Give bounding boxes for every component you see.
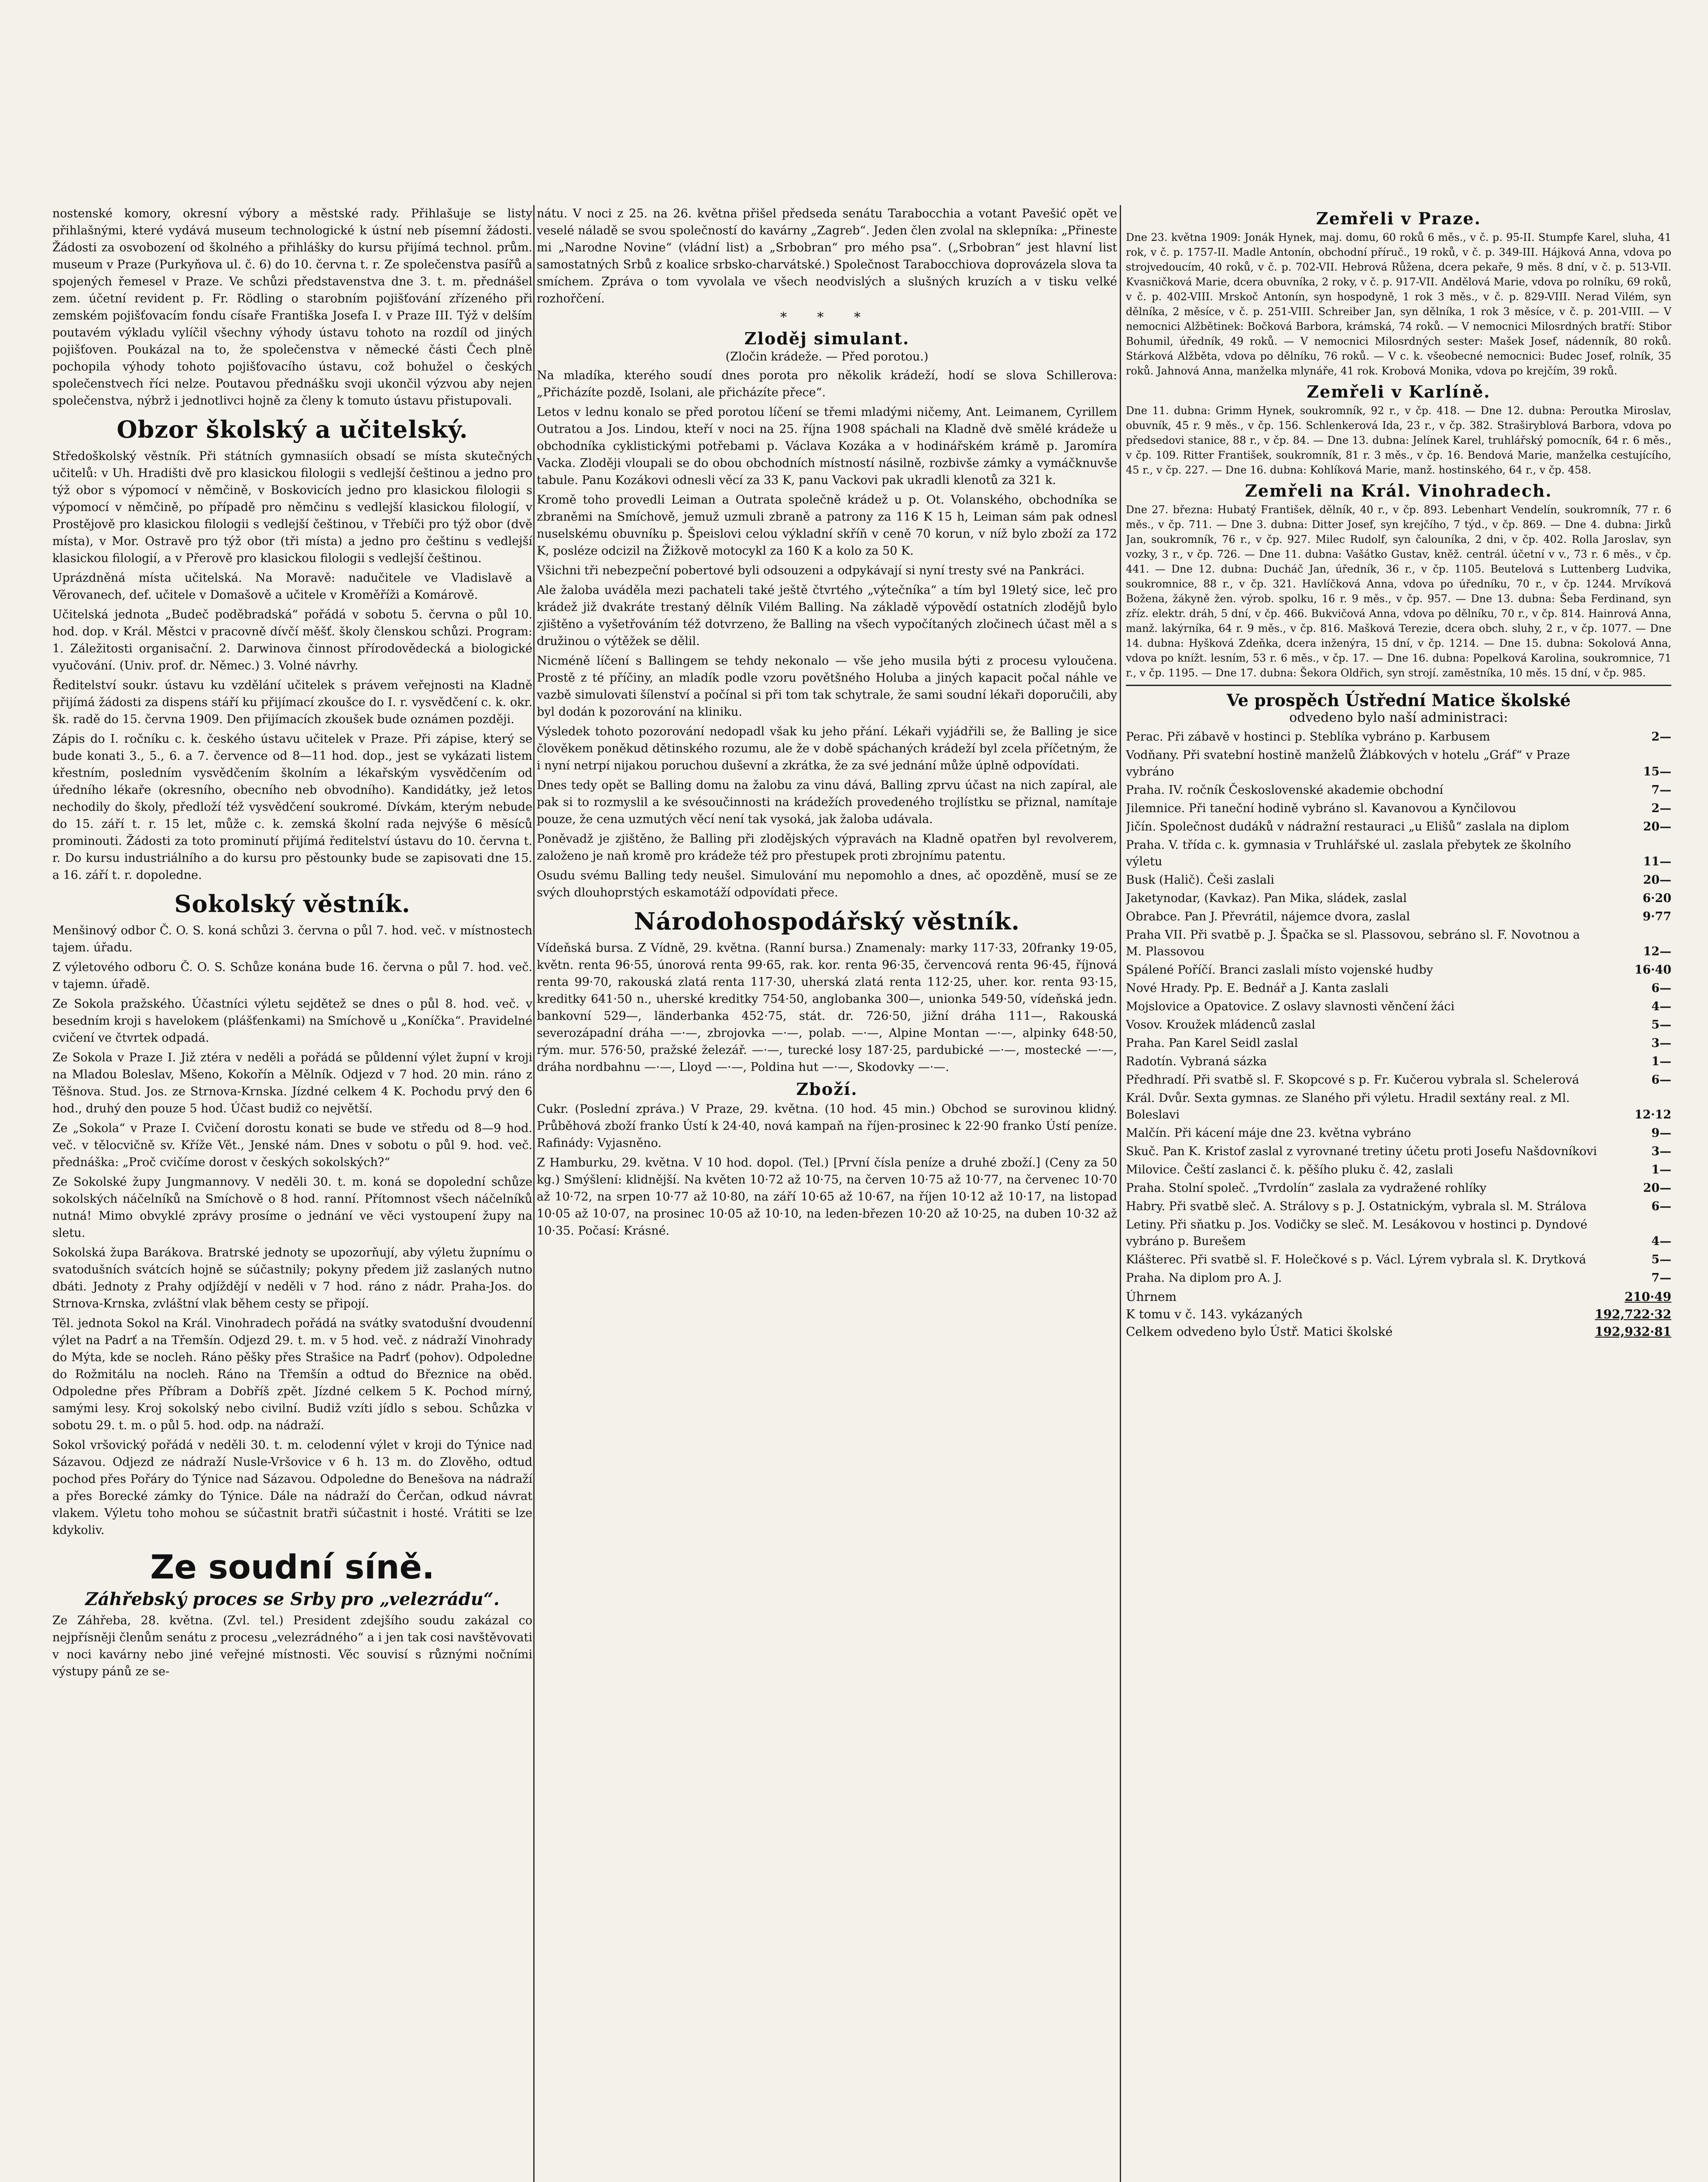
article-paragraph: Dne 11. dubna: Grimm Hynek, soukromník, 92 r., v čp. 418. — Dne 12. dubna: Peroutka Miroslav, obuvník, 45 r. 9 měs., v čp. 156. Schlenkerová Ida, 23 r., v čp. 382. Straširyblová Barbora, vdova po předsedovi stanice, 88 r., v čp. 84. — Dne 13. dubna: Jelínek Karel, truhlářský pomocník, 64 r. 6 měs., v čp. 109. Ritter František, soukromník, 81 r. 3 měs., v čp. 16. Bendová Marie, manželka cestujícího, 45 r., v čp. 227. — Dne 16. dubna: Kohlíková Marie, manž. hostinského, 64 r., v čp. 458. xyxy=(1126,405,1671,476)
donation-text: Vodňany. Při svatební hostině manželů Žlábkových v hotelu „Gráf“ v Praze vybráno xyxy=(1126,748,1570,779)
donation-row xyxy=(1126,782,1671,799)
donation-amount: 3— xyxy=(1651,1036,1671,1050)
previous-label: K tomu v č. 143. vykázaných xyxy=(1126,1307,1303,1321)
article-heading: Zemřeli v Praze. xyxy=(1316,209,1481,228)
donation-amount: 20— xyxy=(1643,873,1671,887)
donation-amount: 6·20 xyxy=(1643,892,1671,905)
donation-amount: 5— xyxy=(1651,1018,1671,1032)
article-heading: Zemřeli v Karlíně. xyxy=(1307,382,1491,401)
donation-text: Nové Hrady. Pp. E. Bednář a J. Kanta zaslali xyxy=(1126,981,1389,995)
donation-amount: 12·12 xyxy=(1634,1108,1671,1122)
donation-row xyxy=(1126,819,1671,835)
donation-row xyxy=(1126,1162,1671,1178)
donation-amount: 6— xyxy=(1651,1073,1671,1087)
article-paragraph: Poněvadž je zjištěno, že Balling při zlodějských výpravách na Kladně opatřen byl revolverem, založeno je naň kromě pro krádeže též pro přestupek proti zbrojnímu patentu. xyxy=(537,832,1117,863)
donation-text: Radotín. Vybraná sázka xyxy=(1126,1055,1267,1068)
donation-text: Spálené Poříčí. Branci zaslali místo vojenské hudby xyxy=(1126,963,1433,977)
donation-text: Praha. Pan Karel Seidl zaslal xyxy=(1126,1036,1298,1050)
article-paragraph: Středoškolský věstník. Při státních gymnasiích obsadí se místa skutečných učitelů: v Uh. Hradišti dvě pro klasickou filologii s vedlejší češtinou a jedno pro týž obor s výpomocí v němčině, v Boskovicích jedno pro klasickou filologii s výpomocí v němčině, po případě pro němčinu s vedlejší klasickou filologií, v Prostějově pro klasickou filologii s vedlejší češtinou, v Třebíči pro týž obor (dvě místa), v Mor. Ostravě pro týž obor (tři místa) a jedno pro češtinu s vedlejší klasickou filologií, a v Přerově pro klasickou filologii s vedlejší češtinou. xyxy=(52,449,532,565)
subtotal-label: Úhrnem xyxy=(1126,1290,1177,1304)
section-heading: Obzor školský a učitelský. xyxy=(117,415,468,443)
column-rule xyxy=(1120,205,1121,2182)
donation-text: Praha. Stolní společ. „Tvrdolín“ zaslala za vydražené rohlíky xyxy=(1126,1181,1487,1195)
article-paragraph: Na mladíka, kterého soudí dnes porota pro několik krádeží, hodí se slova Schillerova: „Přicházíte pozdě, Isolani, ale přicházíte přece“. xyxy=(537,369,1117,399)
donation-amount: 3— xyxy=(1651,1145,1671,1158)
donations-list xyxy=(1126,729,1671,1287)
donation-amount: 12— xyxy=(1643,945,1671,958)
donation-row xyxy=(1126,800,1671,817)
column-3-articles xyxy=(1126,209,1671,680)
column-3 xyxy=(1126,205,1671,2182)
donation-amount: 9·77 xyxy=(1643,910,1671,923)
donation-amount: 6— xyxy=(1651,981,1671,995)
donation-amount: 11— xyxy=(1643,855,1671,868)
donation-text: Letiny. Při sňatku p. Jos. Vodičky se sleč. M. Lesákovou v hostinci p. Dyndové vybráno p. Burešem xyxy=(1126,1218,1588,1248)
donation-text: Praha VII. Při svatbě p. J. Špačka se sl. Plassovou, sebráno sl. F. Novotnou a M. Plassovou xyxy=(1126,928,1580,958)
article-paragraph: Sokol vršovický pořádá v neděli 30. t. m. celodenní výlet v kroji do Týnice nad Sázavou. Odjezd ze nádraží Nusle-Vršovice v 6 h. 13 m. do Zlověho, odtud pochod přes Pořáry do Týnice nad Sázavou. Odpoledne do Benešova na nádraží a přes Borecké zámky do Týnice. Dále na nádraží do Čerčan, odkud návrat vlakem. Výletu toho mohou se súčastnit bratři súčastnit i hosté. Vrátiti se lze kdykoliv. xyxy=(52,1438,532,1537)
donation-text: Jaketynodar, (Kavkaz). Pan Mika, sládek, zaslal xyxy=(1126,892,1407,905)
donations-subtitle: odvedeno bylo naší administraci: xyxy=(1289,710,1508,725)
divider xyxy=(1126,685,1671,686)
article-paragraph: Těl. jednota Sokol na Král. Vinohradech pořádá na svátky svatodušní dvoudenní výlet na Padrť a na Třemšín. Odjezd 29. t. m. v 5 hod. več. z nádraží Vinohrady do Mýta, kde se nocleh. Ráno pěšky přes Strašice na Padrť (pohov). Odpoledne do Rožmitálu na nocleh. Ráno na Třemšín a odtud do Březnice na oběd. Odpoledne přes Příbram a Dobříš zpět. Jízdné celkem 5 K. Pochod mírný, samými lesy. Kroj sokolský nebo civilní. Budiž vzíti jídlo s sebou. Schůzka v sobotu 29. t. m. o půl 5. hod. odp. na nádraží. xyxy=(52,1317,532,1432)
donation-amount: 16·40 xyxy=(1634,963,1671,977)
donation-text: Malčín. Při kácení máje dne 23. května vybráno xyxy=(1126,1126,1411,1140)
donation-text: Milovice. Čeští zaslanci č. k. pěšího pluku č. 42, zaslali xyxy=(1126,1163,1453,1177)
donation-row xyxy=(1126,1180,1671,1197)
column-2 xyxy=(537,205,1117,2182)
donation-text: Mojslovice a Opatovice. Z oslavy slavnosti věnčení žáci xyxy=(1126,1000,1455,1013)
section-heading: Ze soudní síně. xyxy=(150,1547,435,1586)
donation-row xyxy=(1126,1198,1671,1215)
total-label: Celkem odvedeno bylo Ústř. Matici školské xyxy=(1126,1324,1393,1339)
donations-total xyxy=(1126,1323,1671,1341)
article-paragraph: Letos v lednu konalo se před porotou líčení se třemi mladými ničemy, Ant. Leimanem, Cyrillem Outratou a Jos. Lindou, kteří v noci na 25. října 1908 spáchali na Kladně dvě smělé krádeže u obchodníka cyklistickými potřebami p. Václava Kozáka a v hodinářském krámě p. Jaromíra Vacka. Zloději vloupali se do obou obchodních místností násilně, rozbivše zámky a vymáčknuvše tabule. Panu Kozákovi odnesli věcí za 33 K, panu Vackovi pak ukradli klenotů za 321 k. xyxy=(537,405,1117,487)
donation-text: Busk (Halič). Češi zaslali xyxy=(1126,873,1275,887)
donation-amount: 20— xyxy=(1643,820,1671,834)
article-paragraph: Všichni tři nebezpeční pobertové byli odsouzeni a odpykávají si nyní tresty své na Pankráci. xyxy=(537,564,1085,577)
article-paragraph: Osudu svému Balling tedy neušel. Simulování mu nepomohlo a dnes, ač opozděně, musí se ze svých dlouhoprstých eskamotáží odpovídati přece. xyxy=(537,869,1117,899)
subtotal-amount: 210·49 xyxy=(1624,1290,1671,1304)
article-paragraph: Dne 23. května 1909: Jonák Hynek, maj. domu, 60 roků 6 měs., v č. p. 95-II. Stumpfe Karel, sluha, 41 rok, v č. p. 1757-II. Madle Antonín, obchodní příruč., 19 roků, v č. p. 349-III. Hájková Anna, vdova po strojvedoucím, 40 roků, v č. p. 702-VII. Hebrová Růžena, dcera pekaře, 9 měs. 8 dní, v č. p. 513-VII. Kvasničková Marie, dcera obuvníka, 2 roky, v č. p. 917-VII. Andělová Marie, vdova po rolníku, 69 roků, v č. p. 402-VIII. Mrskoč Antonín, syn hospodyně, 1 rok 3 měs., v č. p. 829-VIII. Nerad Vilém, syn dělníka, 2 měsíce, v č. p. 251-VIII. Schreiber Jan, syn dělníka, 1 rok 3 měsíce, v č. p. 201-VIII. — V nemocnici Alžbětinek: Bočková Barbora, krámská, 74 roků. — V nemocnici Milosrdných bratří: Stibor Bohumil, úředník, 49 roků. — V nemocnici Milosrdných sester: Mašek Josef, nádenník, 80 roků. Stárková Alžběta, vdova po dělníku, 76 roků. — V c. k. všeobecné nemocnici: Budec Josef, rolník, 35 roků. Jahnová Anna, manželka mlynáře, 41 rok. Krobová Monika, vdova po krejčím, 39 roků. xyxy=(1126,231,1671,377)
separator: * * * xyxy=(780,310,874,325)
donations-section xyxy=(1126,690,1671,1341)
total-amount: 192,932·81 xyxy=(1595,1324,1671,1339)
article-heading: Zemřeli na Král. Vinohradech. xyxy=(1245,481,1552,501)
donation-text: Král. Dvůr. Sexta gymnas. ze Slaného při výletu. Hradil sextány real. z Ml. Boleslavi xyxy=(1126,1091,1570,1122)
donation-row xyxy=(1126,980,1671,997)
article-paragraph: Ředitelství soukr. ústavu ku vzdělání učitelek s právem veřejnosti na Kladně přijímá žádosti za dispens stáří ku přijímací zkoušce do I. r. vysvědčení c. k. okr. šk. radě do 15. června 1909. Den přijímacích zkoušek bude oznámen později. xyxy=(52,679,532,726)
donation-row xyxy=(1126,927,1671,960)
article-heading: Zloděj simulant. xyxy=(744,329,910,348)
donations-title: Ve prospěch Ústřední Matice školské xyxy=(1226,690,1571,710)
donation-amount: 2— xyxy=(1651,730,1671,744)
article-paragraph: Učitelská jednota „Budeč poděbradská“ pořádá v sobotu 5. června o půl 10. hod. dop. v Král. Městci v pracovně dívčí měšť. školy členskou schůzi. Program: 1. Záležitosti organisační. 2. Darwinova činnost přírodovědecká a biologické vyučování. (Univ. prof. dr. Němec.) 3. Volné návrhy. xyxy=(52,608,532,672)
donation-row xyxy=(1126,1125,1671,1142)
article-paragraph: Z Hamburku, 29. května. V 10 hod. dopol. (Tel.) [První čísla peníze a druhé zboží.] (Ceny za 50 kg.) Smýšlení: klidnější. Na květen 10·72 až 10·75, na červen 10·75 až 10·77, na červenec 10·70 až 10·72, na srpen 10·77 až 10·80, na září 10·65 až 10·67, na říjen 10·12 až 10·17, na listopad 10·05 až 10·07, na prosinec 10·05 až 10·10, na leden-březen 10·20 až 10·25, na duben 10·32 až 10·35. Počasí: Krásné. xyxy=(537,1156,1117,1238)
article-paragraph: Výsledek tohoto pozorování nedopadl však ku jeho přání. Lékaři vyjádřili se, že Balling je sice člověkem poněkud dětinského rozumu, ale že v době spáchaných krádeží byl zcela příčetným, že i nyní netrpí nijakou poruchou duševní a zkrátka, že za své jednání může úplně odpovídati. xyxy=(537,725,1117,772)
donations-subtotal xyxy=(1126,1288,1671,1306)
donation-row xyxy=(1126,1072,1671,1088)
article-paragraph: nátu. V noci z 25. na 26. května přišel předseda senátu Tarabocchia a votant Pavešić opět ve veselé náladě se svou společností do kavárny „Zagreb“. Jeden člen zvolal na sklepníka: „Přineste mi „Narodne Novine“ (vládní list) a „Srbobran“ pro mého psa“. („Srbobran“ jest hlavní list samostatných Srbů z koalice srbsko-charvátské.) Společnost Tarabocchiova doprovázela slova ta smíchem. Zpráva o tom vyvolala ve všech neodvislých a slušných kruzích a v tisku velké rozhořčení. xyxy=(537,207,1117,305)
donation-amount: 7— xyxy=(1651,783,1671,797)
previous-amount: 192,722·32 xyxy=(1595,1307,1671,1321)
donation-row xyxy=(1126,837,1671,870)
donation-amount: 4— xyxy=(1651,1000,1671,1013)
donation-amount: 15— xyxy=(1643,765,1671,779)
article-paragraph: Cukr. (Poslední zpráva.) V Praze, 29. května. (10 hod. 45 min.) Obchod se surovinou klidný. Průběhová zboží franko Ústí k 24·40, nová kampaň na říjen-prosinec k 22·90 franko Ústí peníze. Rafinády: Vyjasněno. xyxy=(537,1102,1117,1150)
donations-previous xyxy=(1126,1306,1671,1323)
article-paragraph: Zápis do I. ročníku c. k. českého ústavu učitelek v Praze. Při zápise, který se bude konati 3., 5., 6. a 7. července od 8—11 hod. dop., jest se vykázati listem křestním, posledním vysvědčením školním a lékařským vysvědčením od úředního lékaře (okresního, obecního neb obvodního). Kandidátky, jež letos nechodily do školy, předloží též vysvědčení soukromé. Dívkám, kterým nebude do 15. září t. r. 15 let, může c. k. zemská školní rada nejvýše 6 měsíců prominouti. Žádosti za toto prominutí přijímá ředitelství ústavu do 10. června t. r. Do kursu industriálního a do kursu pro pěstounky bude se zapisovati dne 15. a 16. září t. r. dopoledne. xyxy=(52,732,532,882)
donation-amount: 7— xyxy=(1651,1271,1671,1285)
article-paragraph: Z výletového odboru Č. O. S. Schůze konána bude 16. června o půl 7. hod. več. v tajemn. úřadě. xyxy=(52,961,532,991)
donation-row xyxy=(1126,1017,1671,1033)
column-1 xyxy=(52,205,532,2182)
donation-amount: 20— xyxy=(1643,1181,1671,1195)
donation-amount: 4— xyxy=(1651,1235,1671,1248)
article-paragraph: Uprázdněná místa učitelská. Na Moravě: nadučitele ve Vladislavě a Věrovanech, def. učitele v Domašově a učitele v Kroměříži a Komárově. xyxy=(52,571,532,602)
donation-text: Jilemnice. Při taneční hodině vybráno sl. Kavanovou a Kynčilovou xyxy=(1126,802,1516,815)
article-subtitle: (Zločin krádeže. — Před porotou.) xyxy=(725,350,929,364)
donation-row xyxy=(1126,890,1671,907)
donation-amount: 6— xyxy=(1651,1200,1671,1213)
donation-text: Předhradí. Při svatbě sl. F. Skopcové s p. Fr. Kučerou vybrala sl. Schelerová xyxy=(1126,1073,1579,1087)
donation-text: Praha. IV. ročník Československé akademie obchodní xyxy=(1126,783,1444,797)
donation-amount: 9— xyxy=(1651,1126,1671,1140)
donation-row xyxy=(1126,1053,1671,1070)
article-paragraph: Ze Sokola v Praze I. Již ztéra v neděli a pořádá se půldenní výlet župní v kroji na Mladou Boleslav, Mšeno, Kokořín a Mělník. Odjezd v 7 hod. 20 min. ráno z Těšnova. Stud. Jos. ze Strnova-Krnska. Jízdné celkem 4 K. Pochodu prvý den 6 hod., druhý den pouze 5 hod. Účast budiž co největší. xyxy=(52,1051,532,1115)
article-paragraph: Menšinový odbor Č. O. S. koná schůzi 3. června o půl 7. hod. več. v místnostech tajem. úřadu. xyxy=(52,924,532,954)
article-paragraph: Dnes tedy opět se Balling domu na žalobu za vinu dává, Balling zprvu účast na nich zapíral, ale pak si to rozmyslil a ke svésoučinnosti na krádežích provedeného trojlístku se přiznal, namítaje pouze, že cena uzmutých věcí není tak vysoká, jak žaloba udávala. xyxy=(537,779,1117,826)
section-heading: Sokolský věstník. xyxy=(174,890,411,918)
donation-text: Jičín. Společnost dudáků v nádražní restauraci „u Elišů“ zaslala na diplom xyxy=(1126,820,1570,834)
donation-row xyxy=(1126,729,1671,745)
article-paragraph: Nicméně líčení s Ballingem se tehdy nekonalo — vše jeho musila býti z procesu vyloučena. Prostě z té příčiny, an mladík podle vzoru povětšného Holuba a jiných kapacit počal náhle ve vazbě simulovati šílenství a počínal si při tom tak schytrale, že sami soudní lékaři doporučili, aby byl dodán k pozorování na kliniku. xyxy=(537,654,1117,719)
donation-text: Skuč. Pan K. Kristof zaslal z vyrovnané tretiny účetu proti Josefu Našdovníkovi xyxy=(1126,1145,1597,1158)
donation-row xyxy=(1126,909,1671,925)
article-paragraph: Kromě toho provedli Leiman a Outrata společně krádež u p. Ot. Volanského, obchodníka se zbraněmi na Smíchově, jemuž uzmuli zbraně a patrony za 116 K 15 h, Leiman sám pak odnesl nuselskému obuvníku p. Špeislovi celou výkladní skříň v ceně 70 korun, v níž bylo zboží za 172 K, posléze odcizil na Žižkově motocykl za 160 K a kolo za 50 K. xyxy=(537,493,1117,558)
donation-amount: 1— xyxy=(1651,1055,1671,1068)
donation-row xyxy=(1126,1035,1671,1052)
donation-row xyxy=(1126,1143,1671,1160)
donation-row xyxy=(1126,1252,1671,1268)
donation-text: Habry. Při svatbě sleč. A. Strálovy s p. J. Ostatnickým, vybrala sl. M. Strálova xyxy=(1126,1200,1587,1213)
donation-row xyxy=(1126,747,1671,780)
section-heading: Národohospodářský věstník. xyxy=(634,907,1020,935)
article-subheading: Záhřebský proces se Srby pro „velezrádu“. xyxy=(85,1589,500,1609)
article-paragraph: Ze „Sokola“ v Praze I. Cvičení dorostu konati se bude ve středu od 8—9 hod. več. v tělocvičně sv. Kříže Vět., Jenské nám. Dnes v sobotu o půl 9. hod. več. přednáška: „Proč cvičíme dorost v českých sokolských?“ xyxy=(52,1122,532,1169)
article-paragraph: Dne 27. března: Hubatý František, dělník, 40 r., v čp. 893. Lebenhart Vendelín, soukromník, 77 r. 6 měs., v čp. 711. — Dne 3. dubna: Ditter Josef, syn krejčího, 7 týd., v čp. 869. — Dne 4. dubna: Jirků Jan, soukromník, 76 r., v čp. 927. Milec Rudolf, syn čalouníka, 2 dni, v čp. 402. Rolla Jaroslav, syn vozky, 3 r., v čp. 726. — Dne 11. dubna: Vašátko Gustav, kněž. centrál. účetní v v., 73 r. 6 měs., v čp. 441. — Dne 12. dubna: Ducháč Jan, úředník, 36 r., v čp. 1105. Beutelová s Luttenberg Ludvika, soukromnice, 88 r., v čp. 321. Havlíčková Anna, vdova po úředníku, 70 r., v čp. 1244. Mrvíková Božena, žákyně žen. výrob. spolku, 16 r. 9 měs., v čp. 957. — Dne 13. dubna: Šeba Ferdinand, syn zříz. elektr. dráh, 5 dní, v čp. 466. Bukvičová Anna, vdova po dělníku, 70 r., v čp. 814. Hainrová Anna, manž. lakýrníka, 64 r. 9 měs., v čp. 816. Mašková Terezie, dcera obch. sluhy, 2 r., v čp. 1077. — Dne 14. dubna: Hyšková Zdeňka, dcera inženýra, 15 dní, v čp. 1214. — Dne 15. dubna: Sokolová Anna, vdova po knížt. lesním, 53 r. 6 měs., v čp. 17. — Dne 16. dubna: Popelková Karolina, soukromnice, 71 r., v čp. 1195. — Dne 17. dubna: Šekora Oldřich, syn strojí. zaměstníka, 10 měs. 15 dní, v čp. 985. xyxy=(1126,504,1671,679)
article-heading: Zboží. xyxy=(796,1079,858,1099)
donation-amount: 5— xyxy=(1651,1253,1671,1266)
article-paragraph: Ze Záhřeba, 28. května. (Zvl. tel.) President zdejšího soudu zakázal co nejpřísněji členům senátu z procesu „velezrádného“ a i jen tak cosi navštěvovati v noci kavárny nebo jiné veřejné místnosti. Věc souvisí s různými nočními výstupy pánů ze se- xyxy=(52,1614,532,1678)
donation-text: Praha. Na diplom pro A. J. xyxy=(1126,1271,1282,1285)
donation-text: Obrabce. Pan J. Převrátil, nájemce dvora, zaslal xyxy=(1126,910,1410,923)
donation-row xyxy=(1126,1217,1671,1250)
donation-row xyxy=(1126,872,1671,889)
column-rule xyxy=(533,205,535,2182)
donation-row xyxy=(1126,962,1671,978)
donation-text: Klášterec. Při svatbě sl. F. Holečkové s p. Václ. Lýrem vybrala sl. K. Drytková xyxy=(1126,1253,1586,1266)
donation-text: Praha. V. třída c. k. gymnasia v Truhlářské ul. zaslala přebytek ze školního výletu xyxy=(1126,838,1571,868)
donation-text: Vosov. Kroužek mládenců zaslal xyxy=(1126,1018,1316,1032)
donation-amount: 2— xyxy=(1651,802,1671,815)
donation-row xyxy=(1126,998,1671,1015)
article-paragraph: Ze Sokolské župy Jungmannovy. V neděli 30. t. m. koná se dopolední schůze sokolských náčelníků na Smíchově o 8 hod. ranní. Přítomnost všech náčelníků nutná! Mimo obvyklé zprávy prosíme o jednání ve věci vystoupení župy na sletu. xyxy=(52,1175,532,1240)
article-paragraph: Ale žaloba uváděla mezi pachateli také ještě čtvrtého „výtečníka“ a tím byl 19letý sice, leč pro krádež již dvakráte trestaný dělník Vilém Balling. Na základě výpovědí ostatních zlodějů bylo zjištěno a vyšetřováním též dotvrzeno, že Balling na všech vypočítaných zločinech účast měl a s družinou o výtěžek se dělil. xyxy=(537,583,1117,648)
article-paragraph: Ze Sokola pražského. Účastníci výletu sejdětež se dnes o půl 8. hod. več. v besedním kroji s havelokem (plášťenkami) na Smíchově u „Koníčka“. Pravidelné cvičení ve čtvrtek odpadá. xyxy=(52,997,532,1045)
donation-row xyxy=(1126,1270,1671,1287)
donation-amount: 1— xyxy=(1651,1163,1671,1177)
donation-text: Perac. Při zábavě v hostinci p. Steblíka vybráno p. Karbusem xyxy=(1126,730,1490,744)
article-paragraph: Sokolská župa Barákova. Bratrské jednoty se upozorňují, aby výletu župnímu o svatodušních svátcích hojně se súčastnily; pokyny předem již zaslaných nutno dbáti. Jednoty z Prahy odjíždějí v neděli v 7 hod. ráno z nádr. Praha-Jos. do Strnova-Krnska, zvláštní vlak během cesty se připojí. xyxy=(52,1246,532,1311)
article-paragraph: nostenské komory, okresní výbory a městské rady. Přihlašuje se listy přihlašnými, které vydává museum technologické k ústní neb písemní žádosti. Žádosti za osvobození od školného a přihlášky do kursu přijímá technol. prům. museum v Praze (Purkyňova ul. č. 6) do 10. června t. r. Ze společenstva pasířů a spojených řemesel v Praze. Ve schůzi představenstva dne 3. t. m. přednášel zem. účetní revident p. Fr. Rödling o starobním pojišťování zřízeného při zemském pojišťovacím fondu císaře Františka Josefa I. v Praze III. Týž v delším poutavém výkladu vylíčil všechny výhody ústavu tohoto na rozdíl od jiných pojišťoven. Poukázal na to, že společenstva v německé části Čech plně pochopila výhody tohoto pojišťovacího ústavu, což bohužel o českých společenstvech říci nelze. Poutavou přednášku svoji ukončil výzvou aby nejen společenstva, nýbrž i jednotlivci hojně za členy k tomuto ústavu přistupovali. xyxy=(52,207,532,408)
article-paragraph: Vídeňská bursa. Z Vídně, 29. května. (Ranní bursa.) Znamenaly: marky 117·33, 20franky 19·05, květn. renta 96·55, únorová renta 99·65, rak. kor. renta 96·35, červencová renta 96·45, říjnová renta 99·70, rakouská zlatá renta 117·30, uherská zlatá renta 112·25, uher. kor. renta 93·15, kreditky 641·50 n., uherské kreditky 754·50, anglobanka 300—, unionka 549·50, vídeňská jedn. bankovní 529—, länderbanka 452·75, stát. dr. 726·50, jižní dráha 111—, Rakouská severozápadní dráha —·—, zbrojovka —·—, polab. —·—, Alpine Montan —·—, alpinky 648·50, rým. mur. 576·50, pražské železář. —·—, turecké losy 187·25, pardubické —·—, mostecké —·—, dráha nordbahnu —·—, Lloyd —·—, Poldina hut —·—, Skodovky —·—. xyxy=(537,941,1117,1074)
donation-row xyxy=(1126,1090,1671,1123)
